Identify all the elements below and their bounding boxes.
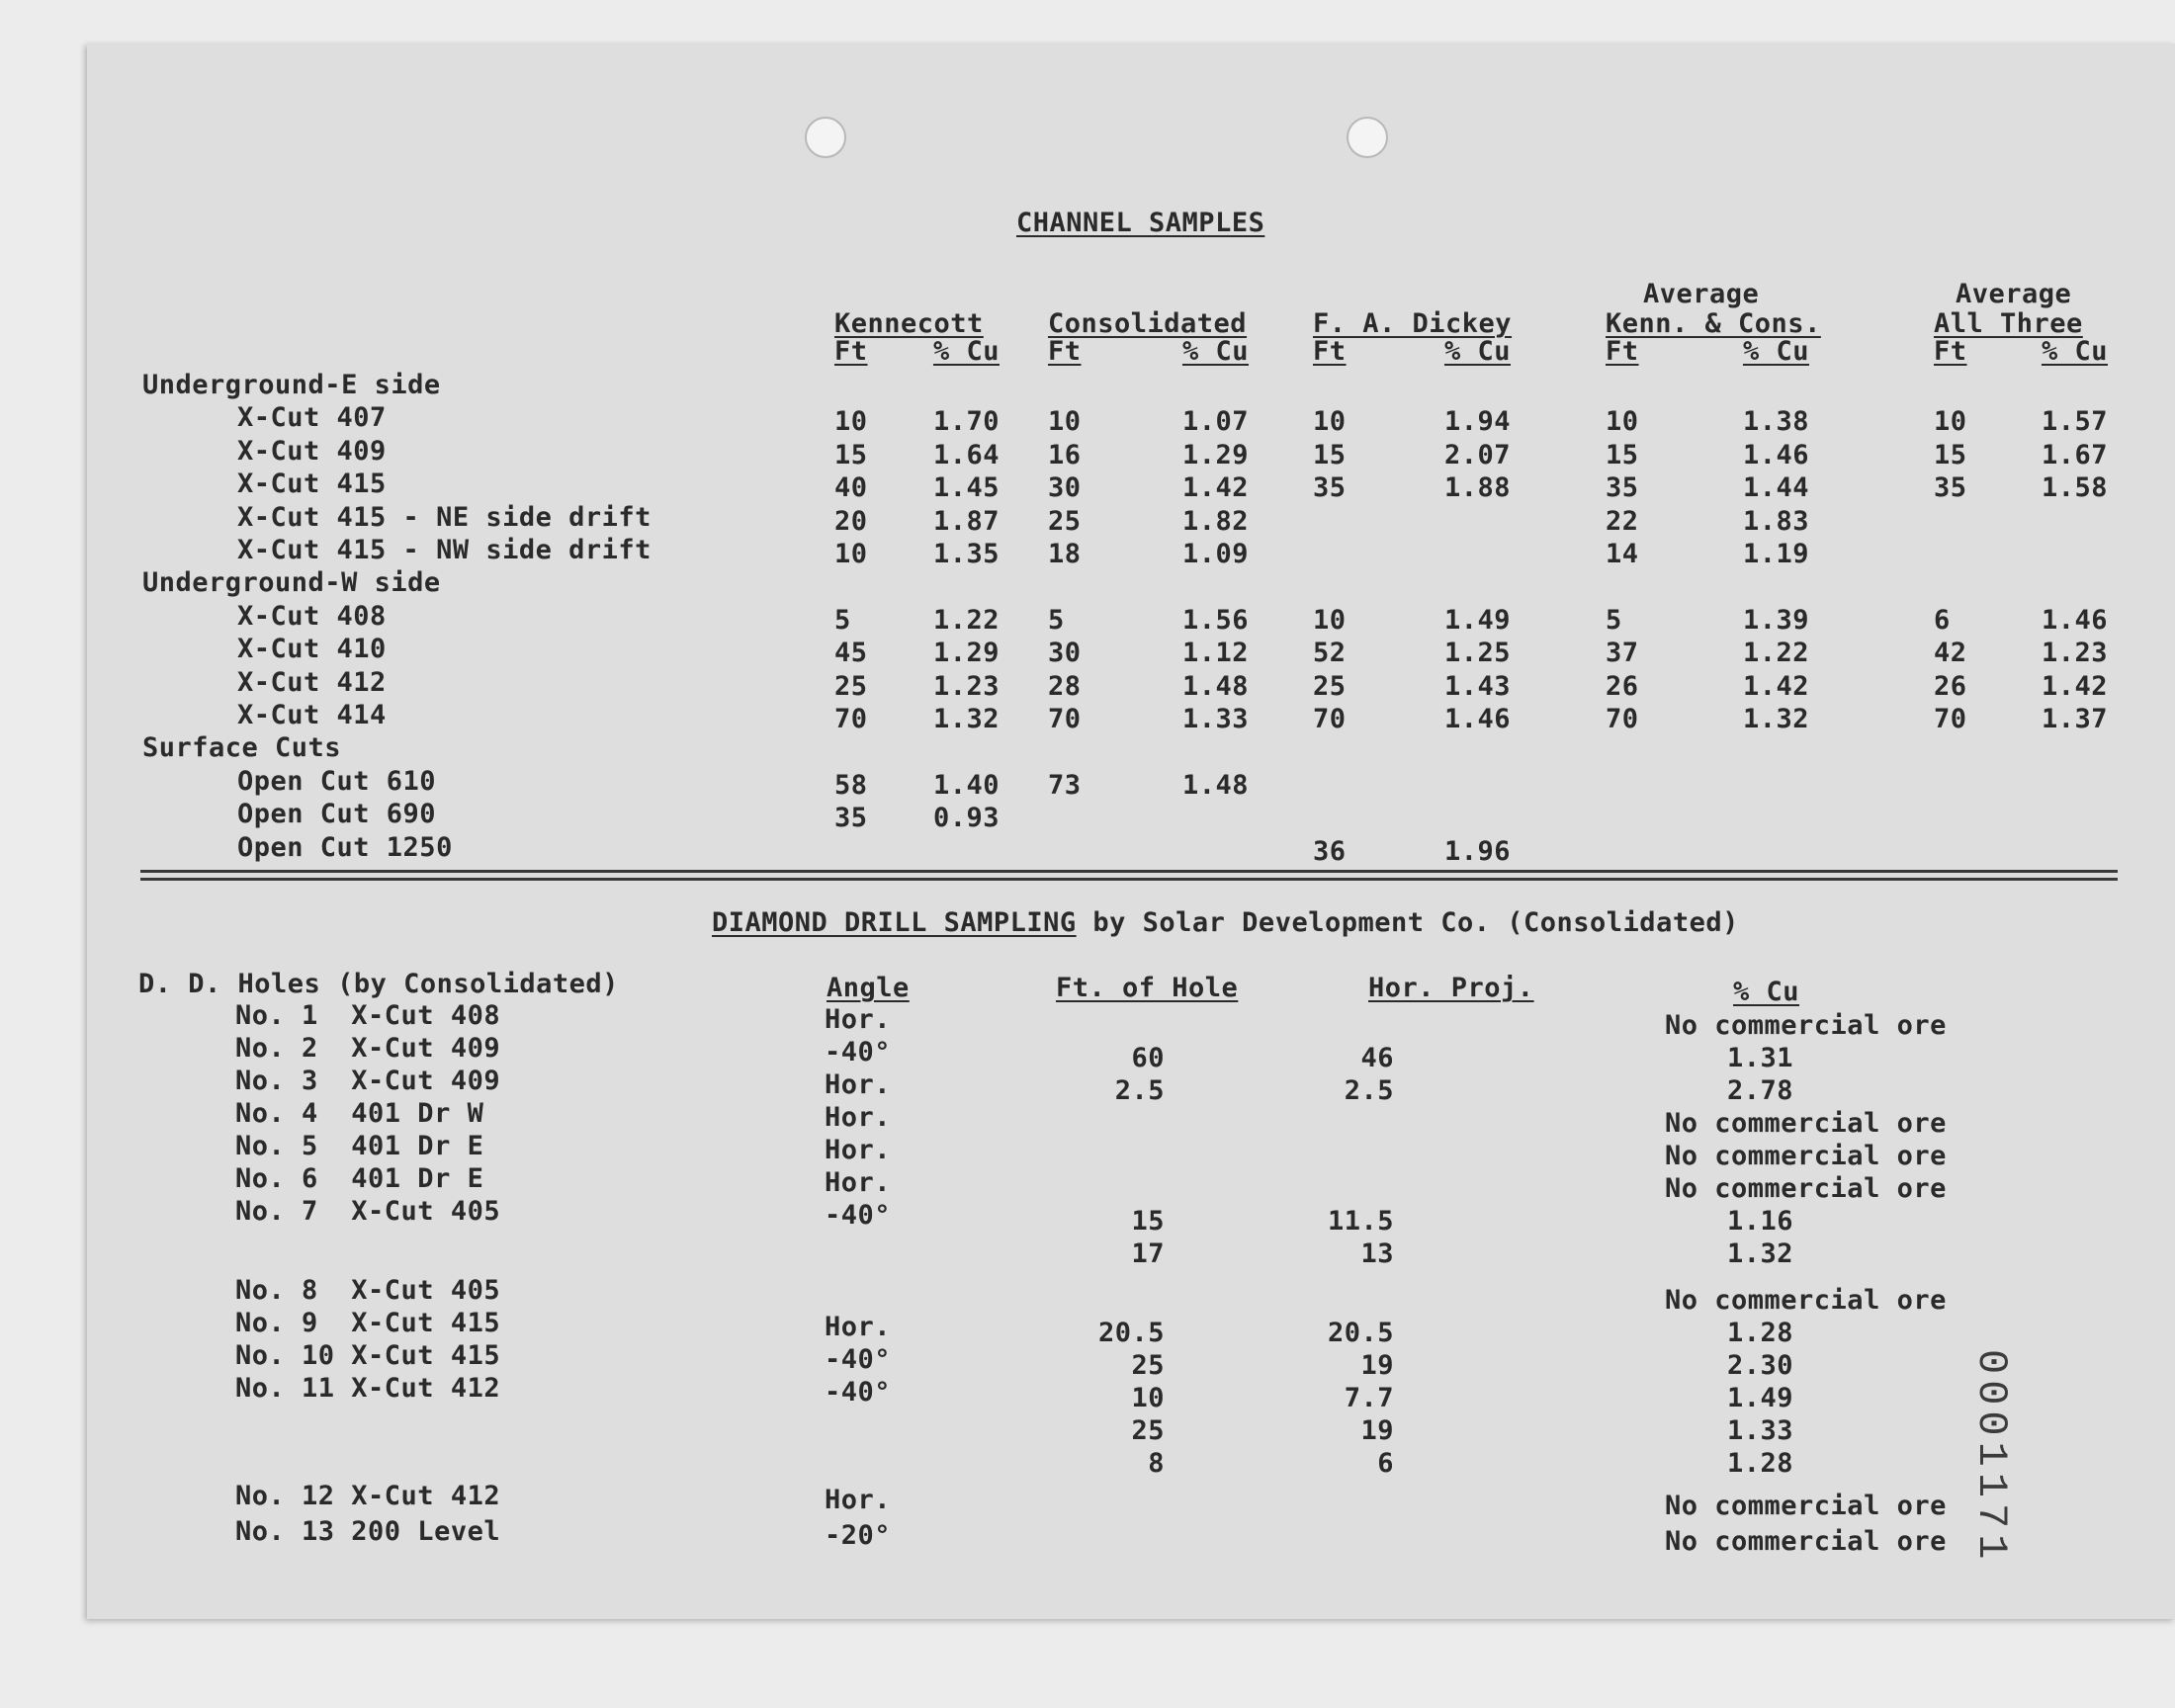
drill-row-hole: No. 2 X-Cut 409 [235, 1033, 501, 1064]
channel-row-label: X-Cut 414 [237, 700, 387, 730]
channel-cell-ft: 10 [1313, 604, 1347, 636]
drill-row-hor-proj: 19 [1360, 1415, 1394, 1446]
channel-cell-cu: 1.48 [1181, 769, 1249, 801]
channel-cell-cu: 1.43 [1443, 670, 1511, 702]
drill-row-pct-cu: No commercial ore [1665, 1285, 1947, 1316]
channel-cell-cu: 1.46 [1742, 439, 1809, 470]
channel-cell-ft: 45 [834, 638, 868, 669]
channel-cell-cu: 1.22 [1742, 638, 1809, 669]
channel-cell-ft: 10 [1313, 406, 1347, 438]
drill-row-ft-of-hole: 60 [1131, 1043, 1165, 1073]
channel-cell-ft: 70 [1048, 704, 1082, 734]
punch-hole-right [1347, 117, 1388, 158]
channel-group-1-name: Kennecott [834, 308, 984, 339]
channel-cell-ft: 70 [1934, 704, 1967, 734]
drill-title-rest: by Solar Development Co. (Consolidated) [1076, 907, 1739, 938]
channel-row-label: X-Cut 409 [237, 435, 387, 467]
drill-col-angle: Angle [826, 973, 910, 1003]
drill-row-angle: Hor. [825, 1312, 892, 1342]
drill-row-angle: Hor. [825, 1135, 892, 1165]
channel-cell-cu: 1.83 [1742, 505, 1809, 537]
drill-row-pct-cu: No commercial ore [1665, 1108, 1947, 1139]
drill-row-angle: Hor. [825, 1102, 892, 1133]
channel-group-5-top-label: Average [1956, 279, 2072, 309]
document-sheet [87, 43, 2175, 1619]
channel-cell-ft: 5 [1606, 604, 1622, 636]
channel-group-4-name: Kenn. & Cons. [1606, 308, 1821, 339]
drill-row-ft-of-hole: 2.5 [1114, 1075, 1165, 1106]
channel-section-heading: Underground-E side [142, 370, 441, 400]
drill-col-pct-cu: % Cu [1733, 977, 1800, 1007]
channel-cell-cu: 1.58 [2041, 472, 2108, 504]
channel-cell-ft: 42 [1934, 638, 1967, 669]
drill-row-hole: No. 10 X-Cut 415 [235, 1340, 501, 1371]
channel-cell-ft: 35 [1313, 472, 1347, 504]
channel-cell-cu: 1.22 [932, 604, 1000, 636]
channel-cell-cu: 1.45 [932, 472, 1000, 504]
drill-row-hor-proj: 6 [1377, 1448, 1394, 1479]
channel-cell-ft: 58 [834, 769, 868, 801]
channel-cell-ft: 10 [1606, 406, 1639, 438]
drill-row-hole: No. 11 X-Cut 412 [235, 1373, 501, 1404]
channel-cell-cu: 1.33 [1181, 704, 1249, 734]
drill-row-hole: No. 5 401 Dr E [235, 1131, 484, 1161]
channel-cell-ft: 5 [1048, 604, 1065, 636]
drill-row-angle: Hor. [825, 1167, 892, 1198]
channel-cell-cu: 1.42 [1742, 670, 1809, 702]
channel-cell-cu: 1.23 [932, 670, 1000, 702]
channel-group-2-name: Consolidated [1048, 308, 1248, 339]
channel-cell-cu: 1.96 [1443, 835, 1511, 867]
drill-row-angle: -20° [825, 1520, 892, 1551]
channel-cell-ft: 10 [1048, 406, 1082, 438]
drill-row-angle: Hor. [825, 1004, 892, 1035]
channel-row-label: X-Cut 407 [237, 402, 387, 434]
drill-row-hole: No. 8 X-Cut 405 [235, 1275, 501, 1306]
channel-cell-cu: 1.46 [2041, 604, 2108, 636]
channel-cell-ft: 30 [1048, 472, 1082, 504]
channel-row-label: Open Cut 690 [237, 799, 437, 830]
drill-row-pct-cu: 1.16 [1726, 1206, 1793, 1237]
drill-row-ft-of-hole: 20.5 [1097, 1318, 1165, 1348]
channel-group-2-cu-header: % Cu [1181, 336, 1249, 367]
channel-cell-cu: 1.94 [1443, 406, 1511, 438]
drill-row-pct-cu: 2.30 [1726, 1350, 1793, 1381]
channel-cell-ft: 70 [1606, 704, 1639, 734]
channel-cell-cu: 1.32 [1742, 704, 1809, 734]
drill-row-angle: -40° [825, 1037, 892, 1068]
channel-cell-cu: 1.70 [932, 406, 1000, 438]
drill-row-angle: -40° [825, 1200, 892, 1231]
drill-row-pct-cu: 1.33 [1726, 1415, 1793, 1446]
channel-row-label: X-Cut 410 [237, 634, 387, 665]
punch-hole-left [805, 117, 846, 158]
channel-group-4-cu-header: % Cu [1742, 336, 1809, 367]
channel-group-3-ft-header: Ft [1313, 336, 1347, 367]
channel-cell-cu: 1.64 [932, 439, 1000, 470]
channel-cell-cu: 1.32 [932, 704, 1000, 734]
channel-cell-ft: 16 [1048, 439, 1082, 470]
channel-cell-ft: 10 [834, 406, 868, 438]
drill-row-hole: No. 4 401 Dr W [235, 1098, 484, 1129]
channel-cell-ft: 35 [1934, 472, 1967, 504]
channel-row-label: X-Cut 415 - NW side drift [237, 535, 652, 565]
channel-group-3-cu-header: % Cu [1443, 336, 1511, 367]
drill-row-ft-of-hole: 8 [1148, 1448, 1165, 1479]
drill-row-ft-of-hole: 10 [1131, 1383, 1165, 1413]
channel-cell-cu: 1.29 [1181, 439, 1249, 470]
channel-cell-cu: 1.42 [1181, 472, 1249, 504]
channel-group-1-cu-header: % Cu [932, 336, 1000, 367]
channel-cell-ft: 15 [1606, 439, 1639, 470]
channel-cell-ft: 6 [1934, 604, 1951, 636]
drill-row-pct-cu: No commercial ore [1665, 1141, 1947, 1171]
channel-cell-cu: 1.38 [1742, 406, 1809, 438]
channel-cell-ft: 25 [1048, 505, 1082, 537]
channel-cell-ft: 40 [834, 472, 868, 504]
drill-row-hor-proj: 46 [1360, 1043, 1394, 1073]
drill-row-pct-cu: 1.49 [1726, 1383, 1793, 1413]
channel-group-2-ft-header: Ft [1048, 336, 1082, 367]
drill-row-hor-proj: 7.7 [1344, 1383, 1394, 1413]
channel-cell-cu: 1.87 [932, 505, 1000, 537]
drill-row-angle: Hor. [825, 1485, 892, 1515]
channel-cell-cu: 0.93 [932, 803, 1000, 834]
channel-cell-ft: 26 [1606, 670, 1639, 702]
channel-cell-ft: 52 [1313, 638, 1347, 669]
channel-cell-ft: 10 [1934, 406, 1967, 438]
channel-row-label: Open Cut 1250 [237, 831, 453, 863]
drill-row-hole: No. 9 X-Cut 415 [235, 1308, 501, 1338]
channel-cell-cu: 1.07 [1181, 406, 1249, 438]
drill-row-hor-proj: 2.5 [1344, 1075, 1394, 1106]
channel-group-5-cu-header: % Cu [2041, 336, 2108, 367]
channel-cell-ft: 15 [1934, 439, 1967, 470]
channel-cell-cu: 1.12 [1181, 638, 1249, 669]
drill-row-ft-of-hole: 25 [1131, 1350, 1165, 1381]
channel-cell-cu: 1.35 [932, 539, 1000, 569]
drill-row-pct-cu: No commercial ore [1665, 1010, 1947, 1041]
channel-cell-ft: 25 [834, 670, 868, 702]
channel-cell-ft: 28 [1048, 670, 1082, 702]
drill-row-ft-of-hole: 15 [1131, 1206, 1165, 1237]
drill-row-hole: No. 6 401 Dr E [235, 1163, 484, 1194]
drill-row-pct-cu: No commercial ore [1665, 1491, 1947, 1521]
channel-row-label: X-Cut 412 [237, 666, 387, 698]
channel-group-3-name: F. A. Dickey [1313, 308, 1513, 339]
drill-row-pct-cu: No commercial ore [1665, 1526, 1947, 1557]
drill-col-hor-proj: Hor. Proj. [1368, 973, 1534, 1003]
section-divider-top [140, 870, 2118, 873]
drill-row-angle: -40° [825, 1344, 892, 1375]
drill-row-hor-proj: 11.5 [1327, 1206, 1394, 1237]
channel-cell-ft: 70 [1313, 704, 1347, 734]
channel-cell-cu: 1.44 [1742, 472, 1809, 504]
channel-cell-ft: 25 [1313, 670, 1347, 702]
channel-cell-ft: 22 [1606, 505, 1639, 537]
channel-cell-ft: 37 [1606, 638, 1639, 669]
channel-cell-ft: 15 [1313, 439, 1347, 470]
drill-row-angle: -40° [825, 1377, 892, 1408]
channel-cell-ft: 35 [1606, 472, 1639, 504]
channel-cell-ft: 70 [834, 704, 868, 734]
drill-row-pct-cu: 1.28 [1726, 1318, 1793, 1348]
channel-cell-cu: 1.42 [2041, 670, 2108, 702]
drill-row-pct-cu: 1.28 [1726, 1448, 1793, 1479]
document-stamp-number: 0001171 [1967, 1349, 2015, 1566]
channel-row-label: X-Cut 415 [237, 469, 387, 500]
drill-row-hor-proj: 19 [1360, 1350, 1394, 1381]
drill-row-ft-of-hole: 17 [1131, 1238, 1165, 1269]
channel-cell-ft: 73 [1048, 769, 1082, 801]
channel-section-heading: Underground-W side [142, 567, 441, 599]
channel-cell-ft: 10 [834, 539, 868, 569]
drill-row-ft-of-hole: 25 [1131, 1415, 1165, 1446]
drill-row-pct-cu: No commercial ore [1665, 1173, 1947, 1204]
drill-row-hole: No. 7 X-Cut 405 [235, 1196, 501, 1227]
drill-row-hor-proj: 20.5 [1327, 1318, 1394, 1348]
channel-group-5-ft-header: Ft [1934, 336, 1967, 367]
drill-row-angle: Hor. [825, 1069, 892, 1100]
channel-row-label: X-Cut 415 - NE side drift [237, 501, 652, 533]
channel-cell-cu: 1.09 [1181, 539, 1249, 569]
drill-title-underlined: DIAMOND DRILL SAMPLING [712, 907, 1077, 938]
drill-row-hor-proj: 13 [1360, 1238, 1394, 1269]
channel-cell-cu: 1.29 [932, 638, 1000, 669]
drill-row-hole: No. 3 X-Cut 409 [235, 1066, 501, 1096]
channel-cell-cu: 1.39 [1742, 604, 1809, 636]
channel-cell-cu: 1.25 [1443, 638, 1511, 669]
channel-cell-cu: 2.07 [1443, 439, 1511, 470]
channel-cell-ft: 30 [1048, 638, 1082, 669]
channel-cell-cu: 1.49 [1443, 604, 1511, 636]
channel-cell-cu: 1.57 [2041, 406, 2108, 438]
drill-row-pct-cu: 1.32 [1726, 1238, 1793, 1269]
drill-holes-heading: D. D. Holes (by Consolidated) [138, 969, 619, 999]
channel-group-1-ft-header: Ft [834, 336, 868, 367]
channel-cell-ft: 36 [1313, 835, 1347, 867]
channel-group-4-ft-header: Ft [1606, 336, 1639, 367]
drill-col-ft-of-hole: Ft. of Hole [1056, 973, 1239, 1003]
drill-row-pct-cu: 2.78 [1726, 1075, 1793, 1106]
channel-samples-title: CHANNEL SAMPLES [1016, 208, 1265, 238]
channel-cell-cu: 1.88 [1443, 472, 1511, 504]
channel-cell-ft: 26 [1934, 670, 1967, 702]
channel-cell-cu: 1.46 [1443, 704, 1511, 734]
drill-title [712, 907, 1739, 938]
channel-cell-ft: 18 [1048, 539, 1082, 569]
drill-row-pct-cu: 1.31 [1726, 1043, 1793, 1073]
channel-section-heading: Surface Cuts [142, 732, 342, 764]
channel-cell-ft: 5 [834, 604, 851, 636]
channel-row-label: X-Cut 408 [237, 600, 387, 632]
channel-cell-ft: 14 [1606, 539, 1639, 569]
section-divider-bottom [140, 878, 2118, 881]
channel-row-label: Open Cut 610 [237, 765, 437, 797]
channel-cell-cu: 1.67 [2041, 439, 2108, 470]
channel-cell-ft: 35 [834, 803, 868, 834]
channel-cell-cu: 1.23 [2041, 638, 2108, 669]
channel-cell-cu: 1.56 [1181, 604, 1249, 636]
channel-cell-cu: 1.37 [2041, 704, 2108, 734]
drill-row-hole: No. 1 X-Cut 408 [235, 1000, 501, 1031]
channel-group-5-name: All Three [1934, 308, 2083, 339]
channel-cell-cu: 1.82 [1181, 505, 1249, 537]
channel-cell-ft: 20 [834, 505, 868, 537]
drill-row-hole: No. 12 X-Cut 412 [235, 1481, 501, 1511]
channel-group-4-top-label: Average [1643, 279, 1760, 309]
channel-cell-cu: 1.48 [1181, 670, 1249, 702]
channel-cell-cu: 1.40 [932, 769, 1000, 801]
channel-cell-ft: 15 [834, 439, 868, 470]
drill-row-hole: No. 13 200 Level [235, 1516, 501, 1547]
channel-cell-cu: 1.19 [1742, 539, 1809, 569]
